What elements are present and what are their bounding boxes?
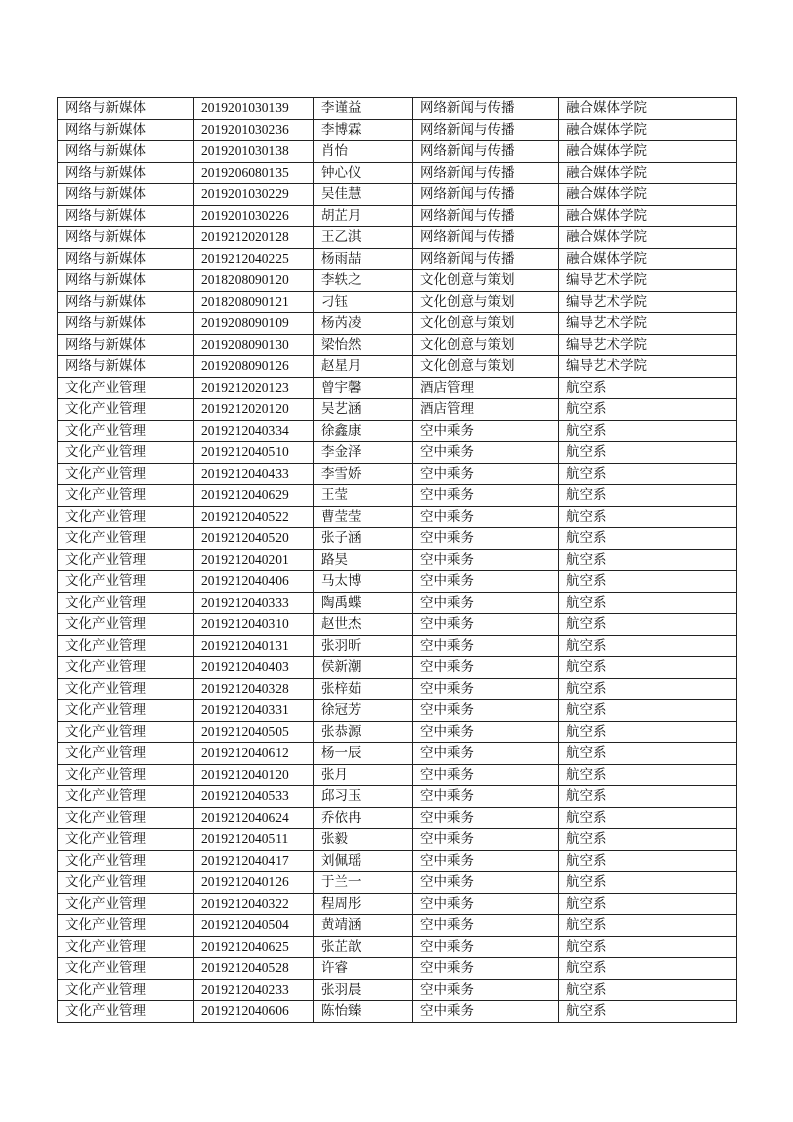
department-cell: 航空系 xyxy=(559,614,737,636)
program-cell: 文化创意与策划 xyxy=(413,270,559,292)
student-name-cell: 张羽晨 xyxy=(314,979,413,1001)
department-cell: 航空系 xyxy=(559,1001,737,1023)
program-cell: 空中乘务 xyxy=(413,420,559,442)
program-cell: 空中乘务 xyxy=(413,463,559,485)
student-name-cell: 曹莹莹 xyxy=(314,506,413,528)
student-id-cell: 2019206080135 xyxy=(194,162,314,184)
department-cell: 融合媒体学院 xyxy=(559,205,737,227)
student-name-cell: 李金泽 xyxy=(314,442,413,464)
student-name-cell: 肖怡 xyxy=(314,141,413,163)
target-major-cell: 文化产业管理 xyxy=(58,614,194,636)
program-cell: 空中乘务 xyxy=(413,850,559,872)
student-id-cell: 2019212040322 xyxy=(194,893,314,915)
student-id-cell: 2019212040505 xyxy=(194,721,314,743)
student-id-cell: 2019212040625 xyxy=(194,936,314,958)
target-major-cell: 网络与新媒体 xyxy=(58,227,194,249)
student-id-cell: 2019212040433 xyxy=(194,463,314,485)
student-id-cell: 2019212040417 xyxy=(194,850,314,872)
student-id-cell: 2019212040624 xyxy=(194,807,314,829)
student-name-cell: 于兰一 xyxy=(314,872,413,894)
department-cell: 航空系 xyxy=(559,420,737,442)
target-major-cell: 文化产业管理 xyxy=(58,915,194,937)
department-cell: 航空系 xyxy=(559,678,737,700)
student-name-cell: 侯新潮 xyxy=(314,657,413,679)
table-row xyxy=(58,678,737,700)
student-id-cell: 2019208090130 xyxy=(194,334,314,356)
program-cell: 空中乘务 xyxy=(413,592,559,614)
program-cell: 空中乘务 xyxy=(413,506,559,528)
program-cell: 空中乘务 xyxy=(413,485,559,507)
target-major-cell: 文化产业管理 xyxy=(58,743,194,765)
student-name-cell: 张梓茹 xyxy=(314,678,413,700)
target-major-cell: 文化产业管理 xyxy=(58,700,194,722)
program-cell: 文化创意与策划 xyxy=(413,313,559,335)
student-id-cell: 2019212040201 xyxy=(194,549,314,571)
table-row xyxy=(58,463,737,485)
department-cell: 编导艺术学院 xyxy=(559,270,737,292)
student-name-cell: 黄靖涵 xyxy=(314,915,413,937)
student-name-cell: 杨一辰 xyxy=(314,743,413,765)
program-cell: 空中乘务 xyxy=(413,442,559,464)
target-major-cell: 文化产业管理 xyxy=(58,678,194,700)
table-row xyxy=(58,313,737,335)
student-name-cell: 李谨益 xyxy=(314,98,413,120)
target-major-cell: 文化产业管理 xyxy=(58,936,194,958)
department-cell: 航空系 xyxy=(559,743,737,765)
target-major-cell: 网络与新媒体 xyxy=(58,98,194,120)
department-cell: 编导艺术学院 xyxy=(559,291,737,313)
department-cell: 融合媒体学院 xyxy=(559,248,737,270)
table-row xyxy=(58,635,737,657)
student-id-cell: 2019212020120 xyxy=(194,399,314,421)
target-major-cell: 文化产业管理 xyxy=(58,850,194,872)
student-id-cell: 2019212040522 xyxy=(194,506,314,528)
student-name-cell: 陶禹蝶 xyxy=(314,592,413,614)
student-name-cell: 张月 xyxy=(314,764,413,786)
program-cell: 网络新闻与传播 xyxy=(413,227,559,249)
program-cell: 网络新闻与传播 xyxy=(413,141,559,163)
student-id-cell: 2019212040310 xyxy=(194,614,314,636)
student-id-cell: 2019212020123 xyxy=(194,377,314,399)
target-major-cell: 网络与新媒体 xyxy=(58,270,194,292)
table-row xyxy=(58,764,737,786)
target-major-cell: 文化产业管理 xyxy=(58,506,194,528)
program-cell: 网络新闻与传播 xyxy=(413,205,559,227)
table-row xyxy=(58,227,737,249)
target-major-cell: 网络与新媒体 xyxy=(58,356,194,378)
target-major-cell: 网络与新媒体 xyxy=(58,313,194,335)
student-id-cell: 2019212040225 xyxy=(194,248,314,270)
student-id-cell: 2019212040328 xyxy=(194,678,314,700)
table-row xyxy=(58,958,737,980)
student-name-cell: 赵世杰 xyxy=(314,614,413,636)
student-id-cell: 2019212040612 xyxy=(194,743,314,765)
student-name-cell: 许睿 xyxy=(314,958,413,980)
student-name-cell: 曾宇馨 xyxy=(314,377,413,399)
department-cell: 融合媒体学院 xyxy=(559,227,737,249)
table-row xyxy=(58,614,737,636)
target-major-cell: 文化产业管理 xyxy=(58,463,194,485)
department-cell: 融合媒体学院 xyxy=(559,98,737,120)
table-row xyxy=(58,119,737,141)
table-row xyxy=(58,291,737,313)
table-row xyxy=(58,377,737,399)
student-name-cell: 徐冠芳 xyxy=(314,700,413,722)
department-cell: 融合媒体学院 xyxy=(559,119,737,141)
department-cell: 航空系 xyxy=(559,850,737,872)
program-cell: 文化创意与策划 xyxy=(413,291,559,313)
student-id-cell: 2019212040331 xyxy=(194,700,314,722)
target-major-cell: 文化产业管理 xyxy=(58,721,194,743)
target-major-cell: 文化产业管理 xyxy=(58,420,194,442)
target-major-cell: 文化产业管理 xyxy=(58,442,194,464)
student-name-cell: 陈怡臻 xyxy=(314,1001,413,1023)
program-cell: 网络新闻与传播 xyxy=(413,98,559,120)
program-cell: 空中乘务 xyxy=(413,721,559,743)
department-cell: 融合媒体学院 xyxy=(559,141,737,163)
program-cell: 空中乘务 xyxy=(413,528,559,550)
student-id-cell: 2019201030138 xyxy=(194,141,314,163)
student-id-cell: 2019201030139 xyxy=(194,98,314,120)
student-id-cell: 2018208090121 xyxy=(194,291,314,313)
student-id-cell: 2019212040406 xyxy=(194,571,314,593)
target-major-cell: 网络与新媒体 xyxy=(58,184,194,206)
student-id-cell: 2019212040403 xyxy=(194,657,314,679)
student-name-cell: 刁钰 xyxy=(314,291,413,313)
department-cell: 航空系 xyxy=(559,549,737,571)
student-name-cell: 路昊 xyxy=(314,549,413,571)
table-row xyxy=(58,786,737,808)
student-id-cell: 2019201030236 xyxy=(194,119,314,141)
table-row xyxy=(58,270,737,292)
student-name-cell: 杨雨喆 xyxy=(314,248,413,270)
student-name-cell: 张羽昕 xyxy=(314,635,413,657)
roster-body xyxy=(58,98,737,1023)
student-name-cell: 刘佩瑶 xyxy=(314,850,413,872)
table-row xyxy=(58,549,737,571)
table-row xyxy=(58,571,737,593)
table-row xyxy=(58,162,737,184)
target-major-cell: 文化产业管理 xyxy=(58,807,194,829)
target-major-cell: 文化产业管理 xyxy=(58,829,194,851)
program-cell: 空中乘务 xyxy=(413,829,559,851)
target-major-cell: 网络与新媒体 xyxy=(58,119,194,141)
student-id-cell: 2019212040120 xyxy=(194,764,314,786)
department-cell: 航空系 xyxy=(559,506,737,528)
target-major-cell: 文化产业管理 xyxy=(58,377,194,399)
target-major-cell: 网络与新媒体 xyxy=(58,334,194,356)
department-cell: 航空系 xyxy=(559,463,737,485)
department-cell: 航空系 xyxy=(559,657,737,679)
student-id-cell: 2019212040126 xyxy=(194,872,314,894)
student-name-cell: 王莹 xyxy=(314,485,413,507)
target-major-cell: 文化产业管理 xyxy=(58,958,194,980)
student-name-cell: 乔依冉 xyxy=(314,807,413,829)
program-cell: 空中乘务 xyxy=(413,743,559,765)
student-id-cell: 2019212020128 xyxy=(194,227,314,249)
table-row xyxy=(58,1001,737,1023)
target-major-cell: 文化产业管理 xyxy=(58,635,194,657)
program-cell: 文化创意与策划 xyxy=(413,334,559,356)
student-roster-table xyxy=(57,97,737,1023)
table-row xyxy=(58,506,737,528)
program-cell: 网络新闻与传播 xyxy=(413,184,559,206)
student-id-cell: 2018208090120 xyxy=(194,270,314,292)
program-cell: 酒店管理 xyxy=(413,399,559,421)
student-id-cell: 2019212040334 xyxy=(194,420,314,442)
student-name-cell: 徐鑫康 xyxy=(314,420,413,442)
table-row xyxy=(58,420,737,442)
student-id-cell: 2019212040520 xyxy=(194,528,314,550)
department-cell: 航空系 xyxy=(559,528,737,550)
target-major-cell: 网络与新媒体 xyxy=(58,205,194,227)
department-cell: 航空系 xyxy=(559,721,737,743)
student-id-cell: 2019212040131 xyxy=(194,635,314,657)
target-major-cell: 网络与新媒体 xyxy=(58,291,194,313)
program-cell: 空中乘务 xyxy=(413,678,559,700)
program-cell: 文化创意与策划 xyxy=(413,356,559,378)
program-cell: 空中乘务 xyxy=(413,936,559,958)
department-cell: 航空系 xyxy=(559,829,737,851)
table-row xyxy=(58,657,737,679)
target-major-cell: 文化产业管理 xyxy=(58,872,194,894)
department-cell: 航空系 xyxy=(559,700,737,722)
table-row xyxy=(58,936,737,958)
program-cell: 网络新闻与传播 xyxy=(413,248,559,270)
department-cell: 航空系 xyxy=(559,893,737,915)
table-row xyxy=(58,442,737,464)
target-major-cell: 文化产业管理 xyxy=(58,764,194,786)
student-name-cell: 程周彤 xyxy=(314,893,413,915)
department-cell: 航空系 xyxy=(559,399,737,421)
department-cell: 编导艺术学院 xyxy=(559,334,737,356)
program-cell: 网络新闻与传播 xyxy=(413,119,559,141)
target-major-cell: 文化产业管理 xyxy=(58,549,194,571)
program-cell: 空中乘务 xyxy=(413,872,559,894)
department-cell: 航空系 xyxy=(559,958,737,980)
program-cell: 酒店管理 xyxy=(413,377,559,399)
student-id-cell: 2019212040510 xyxy=(194,442,314,464)
program-cell: 网络新闻与传播 xyxy=(413,162,559,184)
department-cell: 编导艺术学院 xyxy=(559,313,737,335)
student-id-cell: 2019208090126 xyxy=(194,356,314,378)
table-row xyxy=(58,399,737,421)
program-cell: 空中乘务 xyxy=(413,1001,559,1023)
student-name-cell: 张芷歆 xyxy=(314,936,413,958)
student-id-cell: 2019212040511 xyxy=(194,829,314,851)
target-major-cell: 文化产业管理 xyxy=(58,528,194,550)
program-cell: 空中乘务 xyxy=(413,893,559,915)
program-cell: 空中乘务 xyxy=(413,614,559,636)
student-id-cell: 2019201030226 xyxy=(194,205,314,227)
target-major-cell: 文化产业管理 xyxy=(58,399,194,421)
program-cell: 空中乘务 xyxy=(413,635,559,657)
department-cell: 航空系 xyxy=(559,592,737,614)
department-cell: 航空系 xyxy=(559,872,737,894)
table-row xyxy=(58,334,737,356)
student-name-cell: 赵星月 xyxy=(314,356,413,378)
department-cell: 编导艺术学院 xyxy=(559,356,737,378)
student-id-cell: 2019212040528 xyxy=(194,958,314,980)
program-cell: 空中乘务 xyxy=(413,764,559,786)
table-row xyxy=(58,184,737,206)
student-id-cell: 2019212040606 xyxy=(194,1001,314,1023)
table-row xyxy=(58,528,737,550)
target-major-cell: 网络与新媒体 xyxy=(58,162,194,184)
student-id-cell: 2019212040533 xyxy=(194,786,314,808)
table-row xyxy=(58,98,737,120)
student-name-cell: 李雪娇 xyxy=(314,463,413,485)
student-name-cell: 马太博 xyxy=(314,571,413,593)
table-row xyxy=(58,872,737,894)
student-name-cell: 杨芮凌 xyxy=(314,313,413,335)
program-cell: 空中乘务 xyxy=(413,571,559,593)
student-id-cell: 2019212040629 xyxy=(194,485,314,507)
student-name-cell: 李轶之 xyxy=(314,270,413,292)
student-name-cell: 钟心仪 xyxy=(314,162,413,184)
program-cell: 空中乘务 xyxy=(413,979,559,1001)
department-cell: 航空系 xyxy=(559,571,737,593)
table-row xyxy=(58,700,737,722)
table-row xyxy=(58,592,737,614)
department-cell: 航空系 xyxy=(559,979,737,1001)
student-name-cell: 王乙淇 xyxy=(314,227,413,249)
student-id-cell: 2019212040333 xyxy=(194,592,314,614)
program-cell: 空中乘务 xyxy=(413,700,559,722)
student-name-cell: 李博霖 xyxy=(314,119,413,141)
student-name-cell: 张子涵 xyxy=(314,528,413,550)
student-name-cell: 胡芷月 xyxy=(314,205,413,227)
department-cell: 航空系 xyxy=(559,377,737,399)
department-cell: 航空系 xyxy=(559,635,737,657)
target-major-cell: 网络与新媒体 xyxy=(58,248,194,270)
program-cell: 空中乘务 xyxy=(413,807,559,829)
table-row xyxy=(58,743,737,765)
department-cell: 融合媒体学院 xyxy=(559,184,737,206)
table-row xyxy=(58,356,737,378)
department-cell: 航空系 xyxy=(559,786,737,808)
department-cell: 航空系 xyxy=(559,915,737,937)
table-row xyxy=(58,915,737,937)
target-major-cell: 文化产业管理 xyxy=(58,1001,194,1023)
department-cell: 融合媒体学院 xyxy=(559,162,737,184)
target-major-cell: 文化产业管理 xyxy=(58,592,194,614)
target-major-cell: 文化产业管理 xyxy=(58,893,194,915)
target-major-cell: 文化产业管理 xyxy=(58,786,194,808)
target-major-cell: 文化产业管理 xyxy=(58,485,194,507)
student-name-cell: 张毅 xyxy=(314,829,413,851)
department-cell: 航空系 xyxy=(559,485,737,507)
program-cell: 空中乘务 xyxy=(413,657,559,679)
table-row xyxy=(58,485,737,507)
student-id-cell: 2019201030229 xyxy=(194,184,314,206)
target-major-cell: 文化产业管理 xyxy=(58,979,194,1001)
table-row xyxy=(58,807,737,829)
student-id-cell: 2019212040233 xyxy=(194,979,314,1001)
program-cell: 空中乘务 xyxy=(413,915,559,937)
table-row xyxy=(58,850,737,872)
table-row xyxy=(58,829,737,851)
target-major-cell: 网络与新媒体 xyxy=(58,141,194,163)
department-cell: 航空系 xyxy=(559,764,737,786)
program-cell: 空中乘务 xyxy=(413,549,559,571)
program-cell: 空中乘务 xyxy=(413,786,559,808)
student-name-cell: 吴艺涵 xyxy=(314,399,413,421)
program-cell: 空中乘务 xyxy=(413,958,559,980)
table-row xyxy=(58,893,737,915)
target-major-cell: 文化产业管理 xyxy=(58,571,194,593)
department-cell: 航空系 xyxy=(559,936,737,958)
table-row xyxy=(58,141,737,163)
department-cell: 航空系 xyxy=(559,807,737,829)
student-id-cell: 2019208090109 xyxy=(194,313,314,335)
target-major-cell: 文化产业管理 xyxy=(58,657,194,679)
table-row xyxy=(58,979,737,1001)
department-cell: 航空系 xyxy=(559,442,737,464)
student-name-cell: 吴佳慧 xyxy=(314,184,413,206)
table-row xyxy=(58,721,737,743)
student-name-cell: 张恭源 xyxy=(314,721,413,743)
student-id-cell: 2019212040504 xyxy=(194,915,314,937)
student-name-cell: 梁怡然 xyxy=(314,334,413,356)
table-row xyxy=(58,248,737,270)
student-name-cell: 邱习玉 xyxy=(314,786,413,808)
table-row xyxy=(58,205,737,227)
